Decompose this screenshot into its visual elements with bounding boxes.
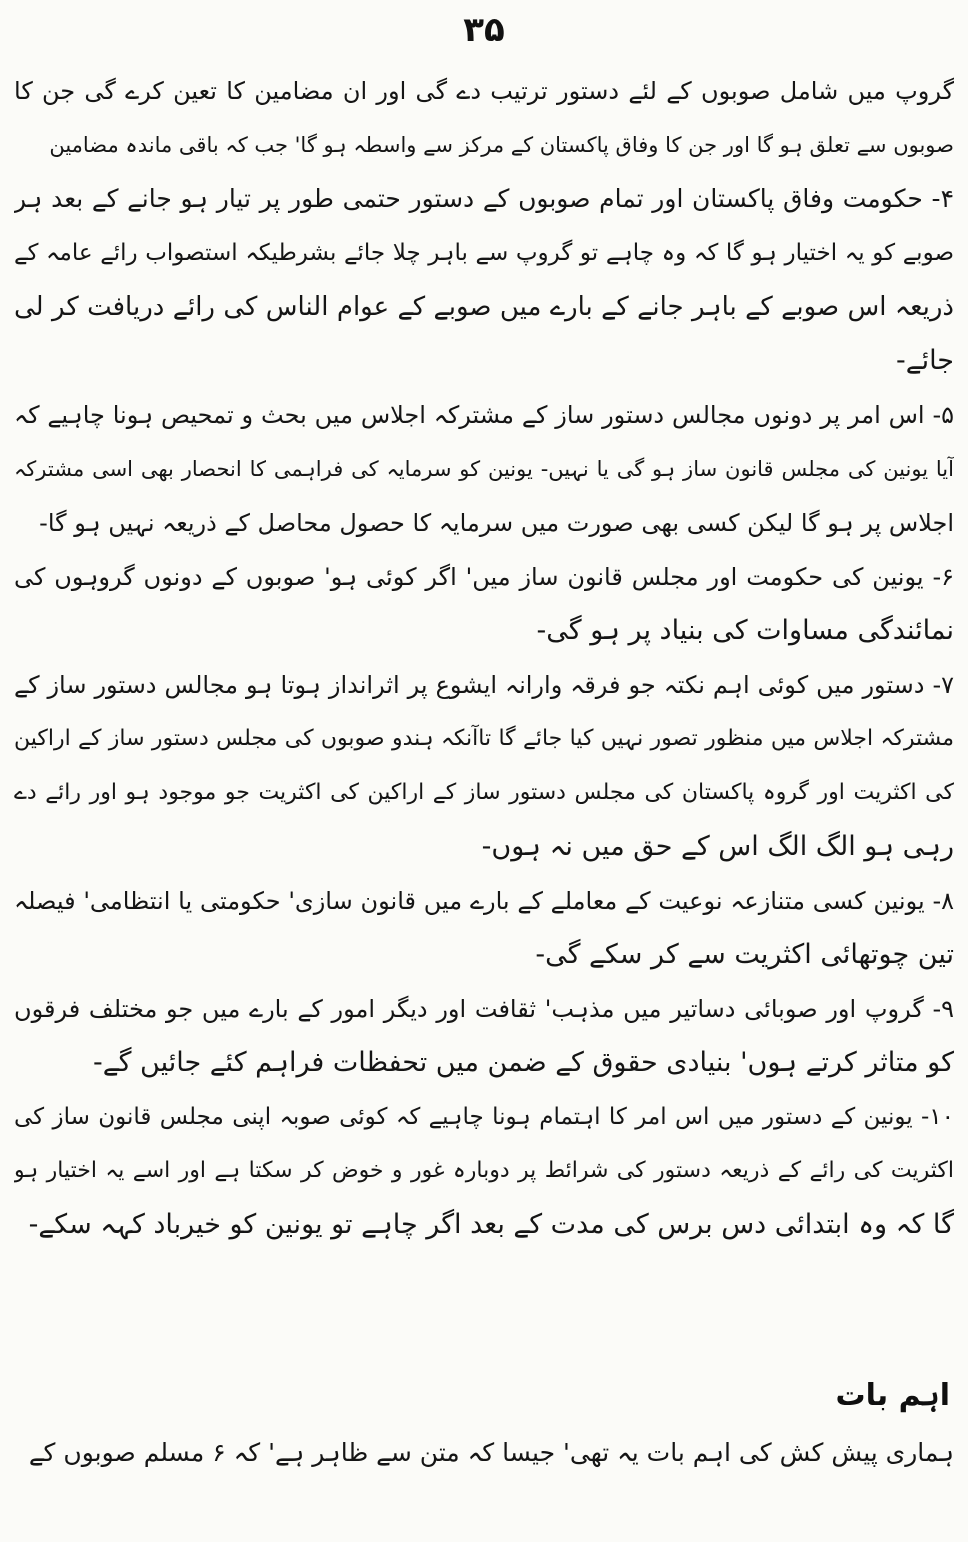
page-number: ۳۵	[463, 10, 505, 50]
text-line: ذریعہ اس صوبے کے باہر جانے کے بارے میں صوبے کے عوام الناس کی رائے دریافت کر لی	[14, 292, 954, 322]
text-line: گا کہ وہ ابتدائی دس برس کی مدت کے بعد اگر چاہے تو یونین کو خیرباد کہہ سکے-	[28, 1209, 954, 1240]
closing-paragraph	[14, 1426, 954, 1480]
text-line: تین چوتھائی اکثریت سے کر سکے گی-	[535, 939, 954, 970]
body-text	[14, 64, 954, 1252]
text-line: کو متاثر کرتے ہوں' بنیادی حقوق کے ضمن میں تحفظات فراہم کئے جائیں گے-	[93, 1047, 954, 1078]
text-line: رہی ہو الگ الگ اس کے حق میں نہ ہوں-	[481, 831, 954, 862]
text-line: گروپ میں شامل صوبوں کے لئے دستور ترتیب دے گی اور ان مضامین کا تعین کرے گی جن کا	[14, 77, 954, 105]
text-line: اجلاس پر ہو گا لیکن کسی بھی صورت میں سرمایہ کا حصول محاصل کے ذریعہ نہیں ہو گا-	[39, 509, 954, 537]
text-line: ۶- یونین کی حکومت اور مجلس قانون ساز میں' اگر کوئی ہو' صوبوں کے دونوں گروہوں کی	[14, 563, 954, 591]
text-line: صوبے کو یہ اختیار ہو گا کہ وہ چاہے تو گروپ سے باہر چلا جائے بشرطیکہ استصواب رائے عامہ کے	[14, 240, 954, 266]
section-heading: اہم بات	[835, 1378, 950, 1413]
text-line: آیا یونین کی مجلس قانون ساز ہو گی یا نہیں- یونین کو سرمایہ کی فراہمی کا انحصار بھی اسی مشترکہ	[14, 457, 954, 481]
text-line: نمائندگی مساوات کی بنیاد پر ہو گی-	[536, 615, 954, 646]
text-line: ۵- اس امر پر دونوں مجالس دستور ساز کے مشترکہ اجلاس میں بحث و تمحیص ہونا چاہیے کہ	[14, 401, 954, 429]
text-line: جائے-	[896, 345, 954, 376]
text-line: کی اکثریت اور گروہ پاکستان کی مجلس دستور ساز کے اراکین کی اکثریت جو موجود ہو اور رائے دے	[14, 780, 954, 805]
text-line: ۷- دستور میں کوئی اہم نکتہ جو فرقہ وارانہ ایشوع پر اثرانداز ہوتا ہو مجالس دستور ساز کے	[14, 671, 954, 699]
text-line: ۴- حکومت وفاق پاکستان اور تمام صوبوں کے دستور حتمی طور پر تیار ہو جانے کے بعد ہر	[14, 184, 954, 213]
text-line: ۱۰- یونین کے دستور میں اس امر کا اہتمام ہونا چاہیے کہ کوئی صوبہ اپنی مجلس قانون ساز کی	[14, 1104, 954, 1130]
text-line: ہماری پیش کش کی اہم بات یہ تھی' جیسا کہ متن سے ظاہر ہے' کہ ۶ مسلم صوبوں کے	[28, 1438, 954, 1467]
text-line: مشترکہ اجلاس میں منظور تصور نہیں کیا جائے گا تاآنکہ ہندو صوبوں کی مجلس دستور ساز کے اراکین	[14, 726, 954, 751]
text-line: صوبوں سے تعلق ہو گا اور جن کا وفاق پاکستان کے مرکز سے واسطہ ہو گا' جب کہ باقی ماندہ مضامین	[49, 133, 954, 157]
text-line: اکثریت کی رائے کے ذریعہ دستور کی شرائط پر دوبارہ غور و خوض کر سکتا ہے اور اسے یہ اختیار ہو	[14, 1158, 954, 1183]
text-line: ۸- یونین کسی متنازعہ نوعیت کے معاملے کے بارے میں قانون سازی' حکومتی یا انتظامی' فیصلہ	[14, 887, 954, 915]
text-line: ۹- گروپ اور صوبائی دساتیر میں مذہب' ثقافت اور دیگر امور کے بارے میں جو مختلف فرقوں	[14, 995, 954, 1023]
